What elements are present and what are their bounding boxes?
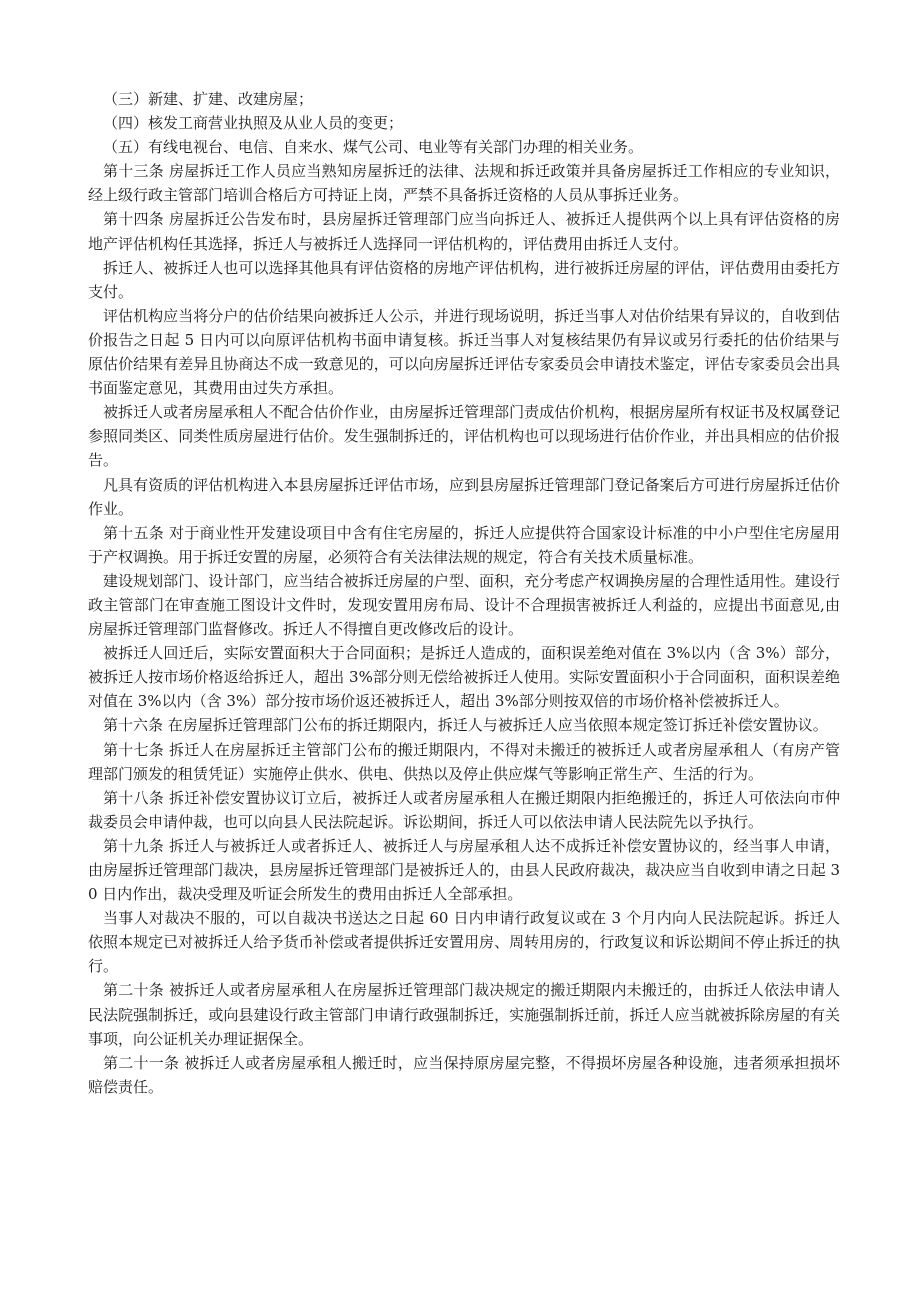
article-20: 第二十条 被拆迁人或者房屋承租人在房屋拆迁管理部门裁决规定的搬迁期限内未搬迁的，由拆迁人依法申请人民法院强制拆迁，或向县建设行政主管部门申请行政强制拆迁，实施强制拆迁前，拆迁人应当就被拆除房屋的有关事项，向公证机关办理证据保全。 bbox=[88, 981, 840, 1048]
paragraph-item-4: （四）核发工商营业执照及从业人员的变更； bbox=[103, 114, 404, 133]
article-15-para-2: 建设规划部门、设计部门，应当结合被拆迁房屋的户型、面积，充分考虑产权调换房屋的合理性适用性。建设行政主管部门在审查施工图设计文件时，发现安置用房布局、设计不合理损害被拆迁人利益的，应提出书面意见,由房屋拆迁管理部门监督修改。拆迁人不得擅自更改修改后的设计。 bbox=[88, 571, 840, 639]
article-19-para-2: 当事人对裁决不服的，可以自裁决书送达之日起 60 日内申请行政复议或在 3 个月内向人民法院起诉。拆迁人依照本规定已对被拆迁人给予货币补偿或者提供拆迁安置用房、周转用房的，行政复议和诉讼期间不停止拆迁的执行。 bbox=[88, 909, 840, 976]
article-14: 第十四条 房屋拆迁公告发布时，县房屋拆迁管理部门应当向拆迁人、被拆迁人提供两个以上具有评估资格的房地产评估机构任其选择，拆迁人与被拆迁人选择同一评估机构的，评估费用由拆迁人支付。 bbox=[88, 210, 840, 253]
article-14-para-2: 拆迁人、被拆迁人也可以选择其他具有评估资格的房地产评估机构，进行被拆迁房屋的评估，评估费用由委托方支付。 bbox=[88, 258, 840, 301]
article-13: 第十三条 房屋拆迁工作人员应当熟知房屋拆迁的法律、法规和拆迁政策并具备房屋拆迁工作相应的专业知识，经上级行政主管部门培训合格后方可持证上岗，严禁不具备拆迁资格的人员从事拆迁业务。 bbox=[88, 162, 840, 205]
article-14-para-3: 评估机构应当将分户的估价结果向被拆迁人公示，并进行现场说明，拆迁当事人对估价结果有异议的，自收到估价报告之日起 5 日内可以向原评估机构书面申请复核。拆迁当事人对复核结果仍有异议或另行委托的估价结果与原估价结果有差异且协商达不成一致意见的，可以向房屋拆迁评估专家委员会申请技术鉴定，评估专家委员会出具书面鉴定意见，其费用由过失方承担。 bbox=[88, 306, 840, 398]
article-19: 第十九条 拆迁人与被拆迁人或者拆迁人、被拆迁人与房屋承租人达不成拆迁补偿安置协议的，经当事人申请，由房屋拆迁管理部门裁决，县房屋拆迁管理部门是被拆迁人的，由县人民政府裁决，裁决应当自收到申请之日起 30 日内作出，裁决受理及听证会所发生的费用由拆迁人全部承担。 bbox=[88, 836, 840, 904]
article-18: 第十八条 拆迁补偿安置协议订立后，被拆迁人或者房屋承租人在搬迁期限内拒绝搬迁的，拆迁人可依法向市仲裁委员会申请仲裁，也可以向县人民法院起诉。诉讼期间，拆迁人可以依法申请人民法院先以予执行。 bbox=[88, 788, 840, 831]
paragraph-item-5: （五）有线电视台、电信、自来水、煤气公司、电业等有关部门办理的相关业务。 bbox=[103, 138, 644, 157]
article-15-para-3: 被拆迁人回迁后，实际安置面积大于合同面积；是拆迁人造成的，面积误差绝对值在 3%以内（含 3%）部分，被拆迁人按市场价格返给拆迁人，超出 3%部分则无偿给被拆迁人使用。实际安置面积小于合同面积，面积误差绝对值在 3%以内（含 3%）部分按市场价返还被拆迁人，超出 3%部分则按双倍的市场价格补偿被拆迁人。 bbox=[88, 644, 840, 711]
document-body bbox=[88, 87, 840, 1099]
article-14-para-5: 凡具有资质的评估机构进入本县房屋拆迁评估市场，应到县房屋拆迁管理部门登记备案后方可进行房屋拆迁估价作业。 bbox=[88, 475, 840, 518]
article-21: 第二十一条 被拆迁人或者房屋承租人搬迁时，应当保持原房屋完整，不得损坏房屋各种设施，违者须承担损坏赔偿责任。 bbox=[88, 1053, 840, 1096]
article-16: 第十六条 在房屋拆迁管理部门公布的拆迁期限内，拆迁人与被拆迁人应当依照本规定签订拆迁补偿安置协议。 bbox=[103, 716, 828, 735]
article-14-para-4: 被拆迁人或者房屋承租人不配合估价作业，由房屋拆迁管理部门责成估价机构，根据房屋所有权证书及权属登记参照同类区、同类性质房屋进行估价。发生强制拆迁的，评估机构也可以现场进行估价作业，并出具相应的估价报告。 bbox=[88, 403, 840, 470]
article-17: 第十七条 拆迁人在房屋拆迁主管部门公布的搬迁期限内，不得对未搬迁的被拆迁人或者房屋承租人（有房产管理部门颁发的租赁凭证）实施停止供水、供电、供热以及停止供应煤气等影响正常生产、生活的行为。 bbox=[88, 740, 840, 783]
paragraph-item-3: （三）新建、扩建、改建房屋； bbox=[103, 90, 314, 108]
article-15: 第十五条 对于商业性开发建设项目中含有住宅房屋的，拆迁人应提供符合国家设计标准的中小户型住宅房屋用于产权调换。用于拆迁安置的房屋，必须符合有关法律法规的规定，符合有关技术质量标准。 bbox=[88, 523, 840, 566]
